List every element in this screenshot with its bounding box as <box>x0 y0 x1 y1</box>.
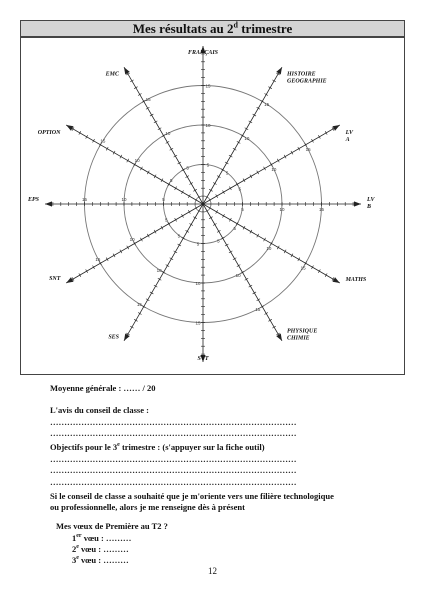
objectifs-label <box>50 442 265 452</box>
tick-label-lv-a-15: 15 <box>305 147 311 153</box>
voeu1-text: vœu : ……… <box>81 533 132 543</box>
voeu2-n: 2 <box>72 544 77 554</box>
axis-label-word: HISTOIRE <box>287 71 316 78</box>
axis-label-word: CHIMIE <box>287 335 310 342</box>
tick-label-histoire-geographie-10: 10 <box>244 136 250 142</box>
axis-label-word: FRANÇAIS <box>187 50 219 56</box>
axis-label-word: PHYSIQUE <box>287 328 318 335</box>
tick-label-svt-10: 10 <box>195 281 201 286</box>
axis-label-maths <box>345 277 367 283</box>
axis-label-option <box>38 130 61 136</box>
axis-label-word: SVT <box>197 356 209 362</box>
voeu3-n: 3 <box>72 555 77 565</box>
radar-chart-box <box>20 37 405 375</box>
tick-label-option-15: 15 <box>100 138 106 144</box>
voeu1-n: 1 <box>72 533 77 543</box>
objectifs-sup: e <box>117 442 120 449</box>
avis-label: L'avis du conseil de classe : <box>50 405 149 415</box>
tick-label-maths-15: 15 <box>300 265 306 271</box>
tick-label-physique-chimie-15: 15 <box>255 307 261 313</box>
axis-label-lv-a <box>345 130 354 143</box>
voeu3-text: vœu : ……… <box>78 555 129 565</box>
avis-dots-2[interactable]: …………………………………………………………………………… <box>50 428 297 438</box>
avis-dots-1[interactable]: …………………………………………………………………………… <box>50 417 297 427</box>
tick-label-histoire-geographie-15: 15 <box>264 101 270 107</box>
axis-label-word: MATHS <box>345 277 367 283</box>
axis-label-word: GEOGRAPHIE <box>287 78 327 85</box>
tick-label-lv-b-10: 10 <box>279 207 285 212</box>
axis-label-word: EPS <box>27 197 39 203</box>
title-main: Mes résultats au 2 <box>132 21 234 36</box>
voeu-1[interactable] <box>72 533 131 543</box>
axis-label-emc <box>105 71 120 77</box>
axis-label-word: SNT <box>49 276 61 282</box>
tick-label-option-5: 5 <box>170 177 173 183</box>
axis-label-svt <box>197 356 208 362</box>
tick-label-snt-15: 15 <box>95 256 101 262</box>
tick-label-ses-10: 10 <box>156 267 162 273</box>
page-title <box>20 20 405 37</box>
tick-label-option-10: 10 <box>134 158 140 164</box>
tick-label-fran-ais-15: 15 <box>205 83 211 89</box>
tick-label-eps-15: 15 <box>81 197 88 202</box>
tick-label-fran-ais-5: 5 <box>206 162 210 168</box>
voeu-3[interactable] <box>72 555 129 565</box>
radar-chart <box>21 38 406 376</box>
moyenne-line[interactable]: Moyenne générale : …… / 20 <box>50 383 156 393</box>
title-end: trimestre <box>237 21 293 36</box>
tick-label-emc-10: 10 <box>165 131 171 137</box>
voeu-2[interactable] <box>72 544 129 554</box>
tick-label-eps-10: 10 <box>121 197 127 202</box>
objectifs-b: trimestre : (s'appuyer sur la fiche outil) <box>119 442 265 452</box>
tick-label-snt-5: 5 <box>165 217 168 223</box>
axis-label-physique-chimie <box>287 329 317 342</box>
voeu3-sup: e <box>76 555 79 562</box>
tick-label-maths-10: 10 <box>266 245 272 251</box>
tick-label-lv-b-15: 15 <box>318 207 325 212</box>
axis-label-lv-b <box>366 197 375 210</box>
arrow-lv-b <box>354 201 361 206</box>
tick-label-maths-5: 5 <box>233 226 236 232</box>
conseil-line-1: Si le conseil de classe a souhaité que je m'oriente vers une filière technologique <box>50 491 334 501</box>
axis-label-word: SES <box>108 334 119 341</box>
tick-label-physique-chimie-10: 10 <box>235 272 241 278</box>
page-number: 12 <box>208 566 217 576</box>
axis-label-word: LV <box>367 197 375 203</box>
tick-label-fran-ais-10: 10 <box>205 123 211 128</box>
tick-label-svt-5: 5 <box>196 241 200 247</box>
axis-label-word: OPTION <box>37 130 61 136</box>
voeu2-text: vœu : ……… <box>78 544 129 554</box>
tick-label-eps-5: 5 <box>162 197 165 202</box>
voeux-title: Mes vœux de Première au T2 ? <box>56 521 168 531</box>
voeu1-sup: er <box>76 533 82 540</box>
axis-label-word: B <box>367 204 372 210</box>
voeu2-sup: e <box>76 544 79 551</box>
tick-label-ses-15: 15 <box>136 302 142 308</box>
objectifs-a: Objectifs pour le 3 <box>50 442 118 452</box>
conseil-line-2: ou professionnelle, alors je me renseigne dès à présent <box>50 502 245 512</box>
tick-label-snt-10: 10 <box>129 237 135 243</box>
axis-label-snt <box>49 276 61 282</box>
tick-label-histoire-geographie-5: 5 <box>225 170 229 176</box>
axis-label-ses <box>108 335 119 341</box>
tick-label-emc-5: 5 <box>186 165 189 171</box>
tick-label-ses-5: 5 <box>177 233 181 239</box>
objectifs-dots-1[interactable]: …………………………………………………………………………… <box>50 454 297 464</box>
title-sup: d <box>233 20 238 30</box>
arrow-eps <box>45 201 52 206</box>
tick-label-lv-b-5: 5 <box>241 207 244 212</box>
axis-label-word: LV <box>345 130 354 136</box>
axis-label-fran-ais <box>188 50 219 56</box>
axis-label-word: A <box>345 137 350 143</box>
objectifs-dots-3[interactable]: …………………………………………………………………………… <box>50 477 297 487</box>
objectifs-dots-2[interactable]: …………………………………………………………………………… <box>50 465 297 475</box>
tick-label-emc-15: 15 <box>145 96 151 102</box>
tick-label-physique-chimie-5: 5 <box>217 238 220 244</box>
axis-label-word: EMC <box>105 71 119 78</box>
tick-label-lv-a-10: 10 <box>271 166 277 172</box>
axis-label-histoire-geographie <box>286 71 327 84</box>
tick-label-svt-15: 15 <box>195 320 201 326</box>
axis-label-eps <box>27 197 40 203</box>
tick-label-lv-a-5: 5 <box>238 186 241 192</box>
